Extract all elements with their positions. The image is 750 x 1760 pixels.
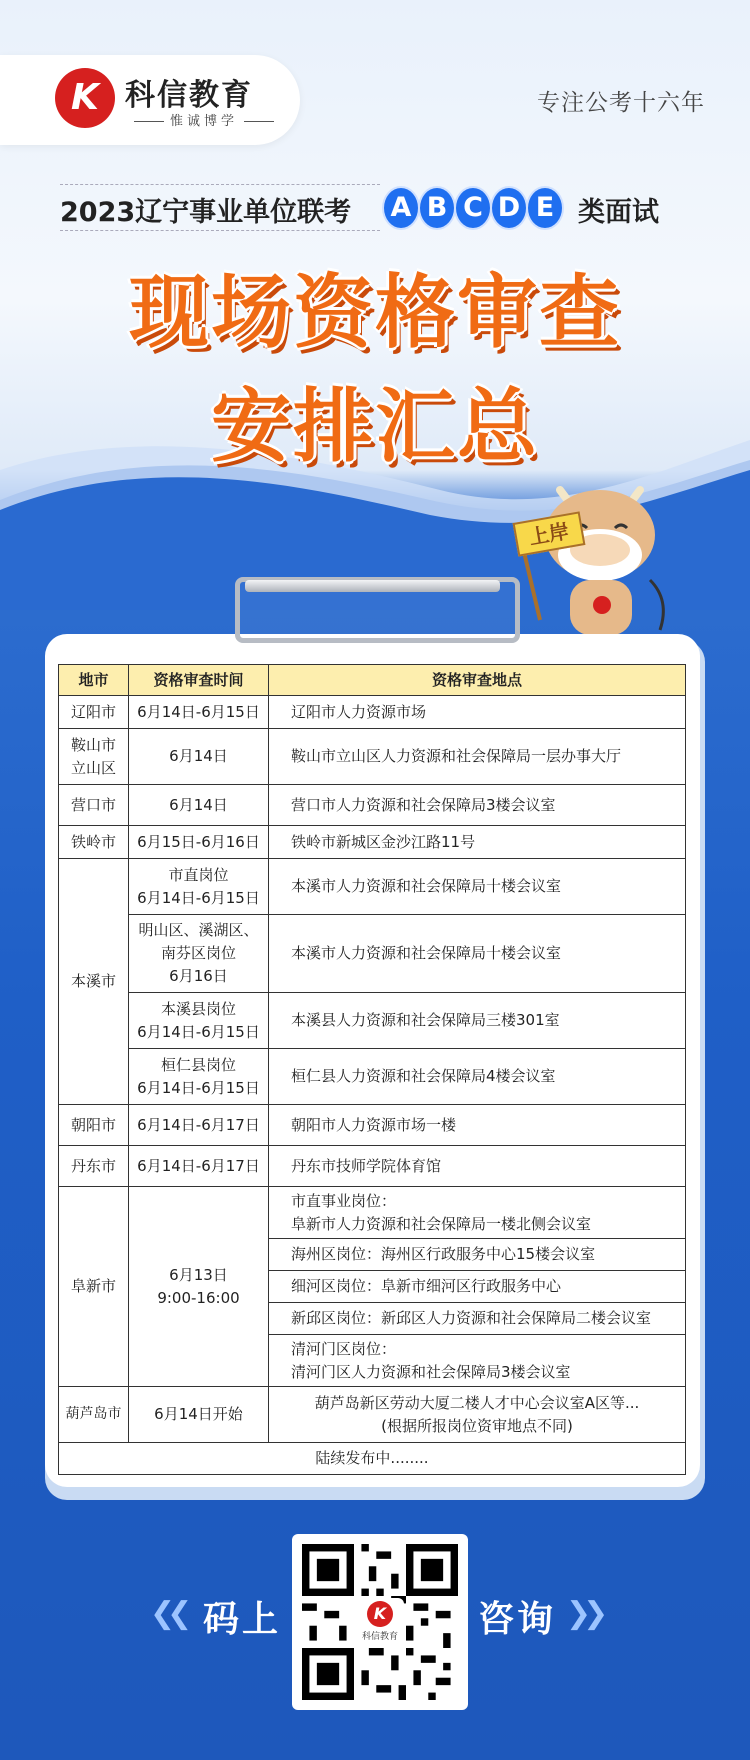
- place-cell: 海州区岗位：海州区行政服务中心15楼会议室: [269, 1239, 686, 1271]
- place-cell: [269, 1187, 686, 1239]
- table-footer-row: [59, 1443, 686, 1475]
- table-row: [59, 826, 686, 859]
- place-cell: 丹东市技师学院体育馆: [269, 1146, 686, 1187]
- column-header: 资格审查时间: [129, 665, 269, 696]
- time-cell: [129, 993, 269, 1049]
- cta-right-text: 咨询: [478, 1599, 557, 1640]
- time-cell: 6月15日-6月16日: [129, 826, 269, 859]
- time-cell: 6月14日-6月17日: [129, 1146, 269, 1187]
- city-cell: 辽阳市: [59, 696, 129, 729]
- page-title-line1: 现场资格审查: [129, 266, 621, 359]
- city-cell: 丹东市: [59, 1146, 129, 1187]
- cta-left-text: 码上: [203, 1599, 282, 1640]
- time-cell: [129, 1049, 269, 1105]
- time-cell: [129, 859, 269, 915]
- table-row: [59, 1105, 686, 1146]
- time-cell: 6月14日-6月15日: [129, 696, 269, 729]
- chevron-left-icon: ❮❮: [150, 1596, 185, 1631]
- time-line: 市直岗位: [168, 865, 229, 884]
- clipboard-clip-bar: [245, 580, 500, 592]
- time-line: 6月14日-6月15日: [137, 1022, 260, 1041]
- column-header: 地市: [59, 665, 129, 696]
- place-line: 清河门区岗位：: [291, 1339, 397, 1358]
- city-cell: 阜新市: [59, 1187, 129, 1387]
- table-header-row: [59, 665, 686, 696]
- schedule-table: [58, 664, 686, 1475]
- page-title-line2: 安排汇总: [211, 380, 539, 473]
- time-line: 6月14日-6月15日: [137, 888, 260, 907]
- time-line: 南芬区岗位: [160, 944, 236, 962]
- time-cell: [129, 915, 269, 993]
- category-letter: B: [418, 186, 456, 230]
- table-row: [59, 915, 686, 993]
- table-row: [59, 785, 686, 826]
- qr-logo-icon: K: [367, 1601, 393, 1627]
- place-cell: 营口市人力资源和社会保障局3楼会议室: [269, 785, 686, 826]
- category-letter: A: [382, 186, 420, 230]
- slogan: 专注公考十六年: [537, 90, 705, 116]
- table-row: [59, 696, 686, 729]
- cow-mascot-icon: [520, 480, 700, 640]
- time-cell: [129, 1187, 269, 1387]
- city-cell: 葫芦岛市: [59, 1387, 129, 1443]
- time-line: 6月16日: [169, 967, 228, 985]
- subtitle-prefix: 2023辽宁事业单位联考: [60, 197, 352, 228]
- table-row: [59, 1387, 686, 1443]
- place-cell: 本溪市人力资源和社会保障局十楼会议室: [269, 859, 686, 915]
- time-cell: 6月14日: [129, 729, 269, 785]
- place-cell: [269, 1335, 686, 1387]
- time-line: 9:00-16:00: [157, 1288, 240, 1307]
- place-cell: 新邱区岗位：新邱区人力资源和社会保障局二楼会议室: [269, 1303, 686, 1335]
- brand-logo-icon: K: [55, 68, 115, 128]
- place-line: 市直事业岗位：: [291, 1191, 397, 1210]
- time-line: 桓仁县岗位: [160, 1055, 236, 1074]
- category-letter: D: [490, 186, 528, 230]
- city-cell: [59, 729, 129, 785]
- table-row: [59, 993, 686, 1049]
- category-letter: E: [526, 186, 564, 230]
- place-line: 葫芦岛新区劳动大厦二楼人才中心会议室A区等...: [314, 1393, 640, 1412]
- city-line: 鞍山市: [70, 735, 116, 754]
- place-cell: [269, 1387, 686, 1443]
- qr-logo-text: 科信教育: [361, 1632, 398, 1642]
- city-cell: 朝阳市: [59, 1105, 129, 1146]
- table-row: [59, 1187, 686, 1239]
- subtitle-top-rule: [60, 184, 380, 185]
- table-row: [59, 1146, 686, 1187]
- subtitle-suffix: 类面试: [578, 197, 659, 228]
- place-cell: 辽阳市人力资源市场: [269, 696, 686, 729]
- city-cell: 营口市: [59, 785, 129, 826]
- place-cell: 桓仁县人力资源和社会保障局4楼会议室: [269, 1049, 686, 1105]
- table-row: [59, 729, 686, 785]
- city-cell: 铁岭市: [59, 826, 129, 859]
- brand-tagline: 惟诚博学: [128, 110, 280, 129]
- table-row: [59, 859, 686, 915]
- subtitle: [60, 186, 700, 230]
- time-cell: 6月14日-6月17日: [129, 1105, 269, 1146]
- time-cell: 6月14日: [129, 785, 269, 826]
- brand-name: 科信教育: [125, 78, 253, 113]
- city-cell: 本溪市: [59, 859, 129, 1105]
- time-line: 本溪县岗位: [160, 999, 236, 1018]
- category-letters: [382, 186, 562, 230]
- place-line: 阜新市人力资源和社会保障局一楼北侧会议室: [291, 1214, 592, 1233]
- place-cell: 本溪县人力资源和社会保障局三楼301室: [269, 993, 686, 1049]
- place-cell: 朝阳市人力资源市场一楼: [269, 1105, 686, 1146]
- column-header: 资格审查地点: [269, 665, 686, 696]
- place-cell: 铁岭市新城区金沙江路11号: [269, 826, 686, 859]
- category-letter: C: [454, 186, 492, 230]
- city-line: 立山区: [70, 758, 116, 777]
- mascot-sign: 上岸: [513, 511, 586, 556]
- chevron-right-icon: ❯❯: [566, 1596, 601, 1631]
- time-line: 明山区、溪湖区、: [138, 921, 259, 939]
- table-footer-note: 陆续发布中........: [59, 1443, 686, 1475]
- time-line: 6月13日: [169, 1265, 228, 1284]
- qr-center-logo: [356, 1598, 404, 1646]
- place-line: 清河门区人力资源和社会保障局3楼会议室: [291, 1362, 571, 1381]
- time-line: 6月14日-6月15日: [137, 1078, 260, 1097]
- subtitle-bottom-rule: [60, 230, 380, 231]
- time-cell: 6月14日开始: [129, 1387, 269, 1443]
- table-row: [59, 1049, 686, 1105]
- place-line: (根据所报岗位资审地点不同): [381, 1416, 573, 1435]
- place-cell: 本溪市人力资源和社会保障局十楼会议室: [269, 915, 686, 993]
- place-cell: 鞍山市立山区人力资源和社会保障局一层办事大厅: [269, 729, 686, 785]
- place-cell: 细河区岗位：阜新市细河区行政服务中心: [269, 1271, 686, 1303]
